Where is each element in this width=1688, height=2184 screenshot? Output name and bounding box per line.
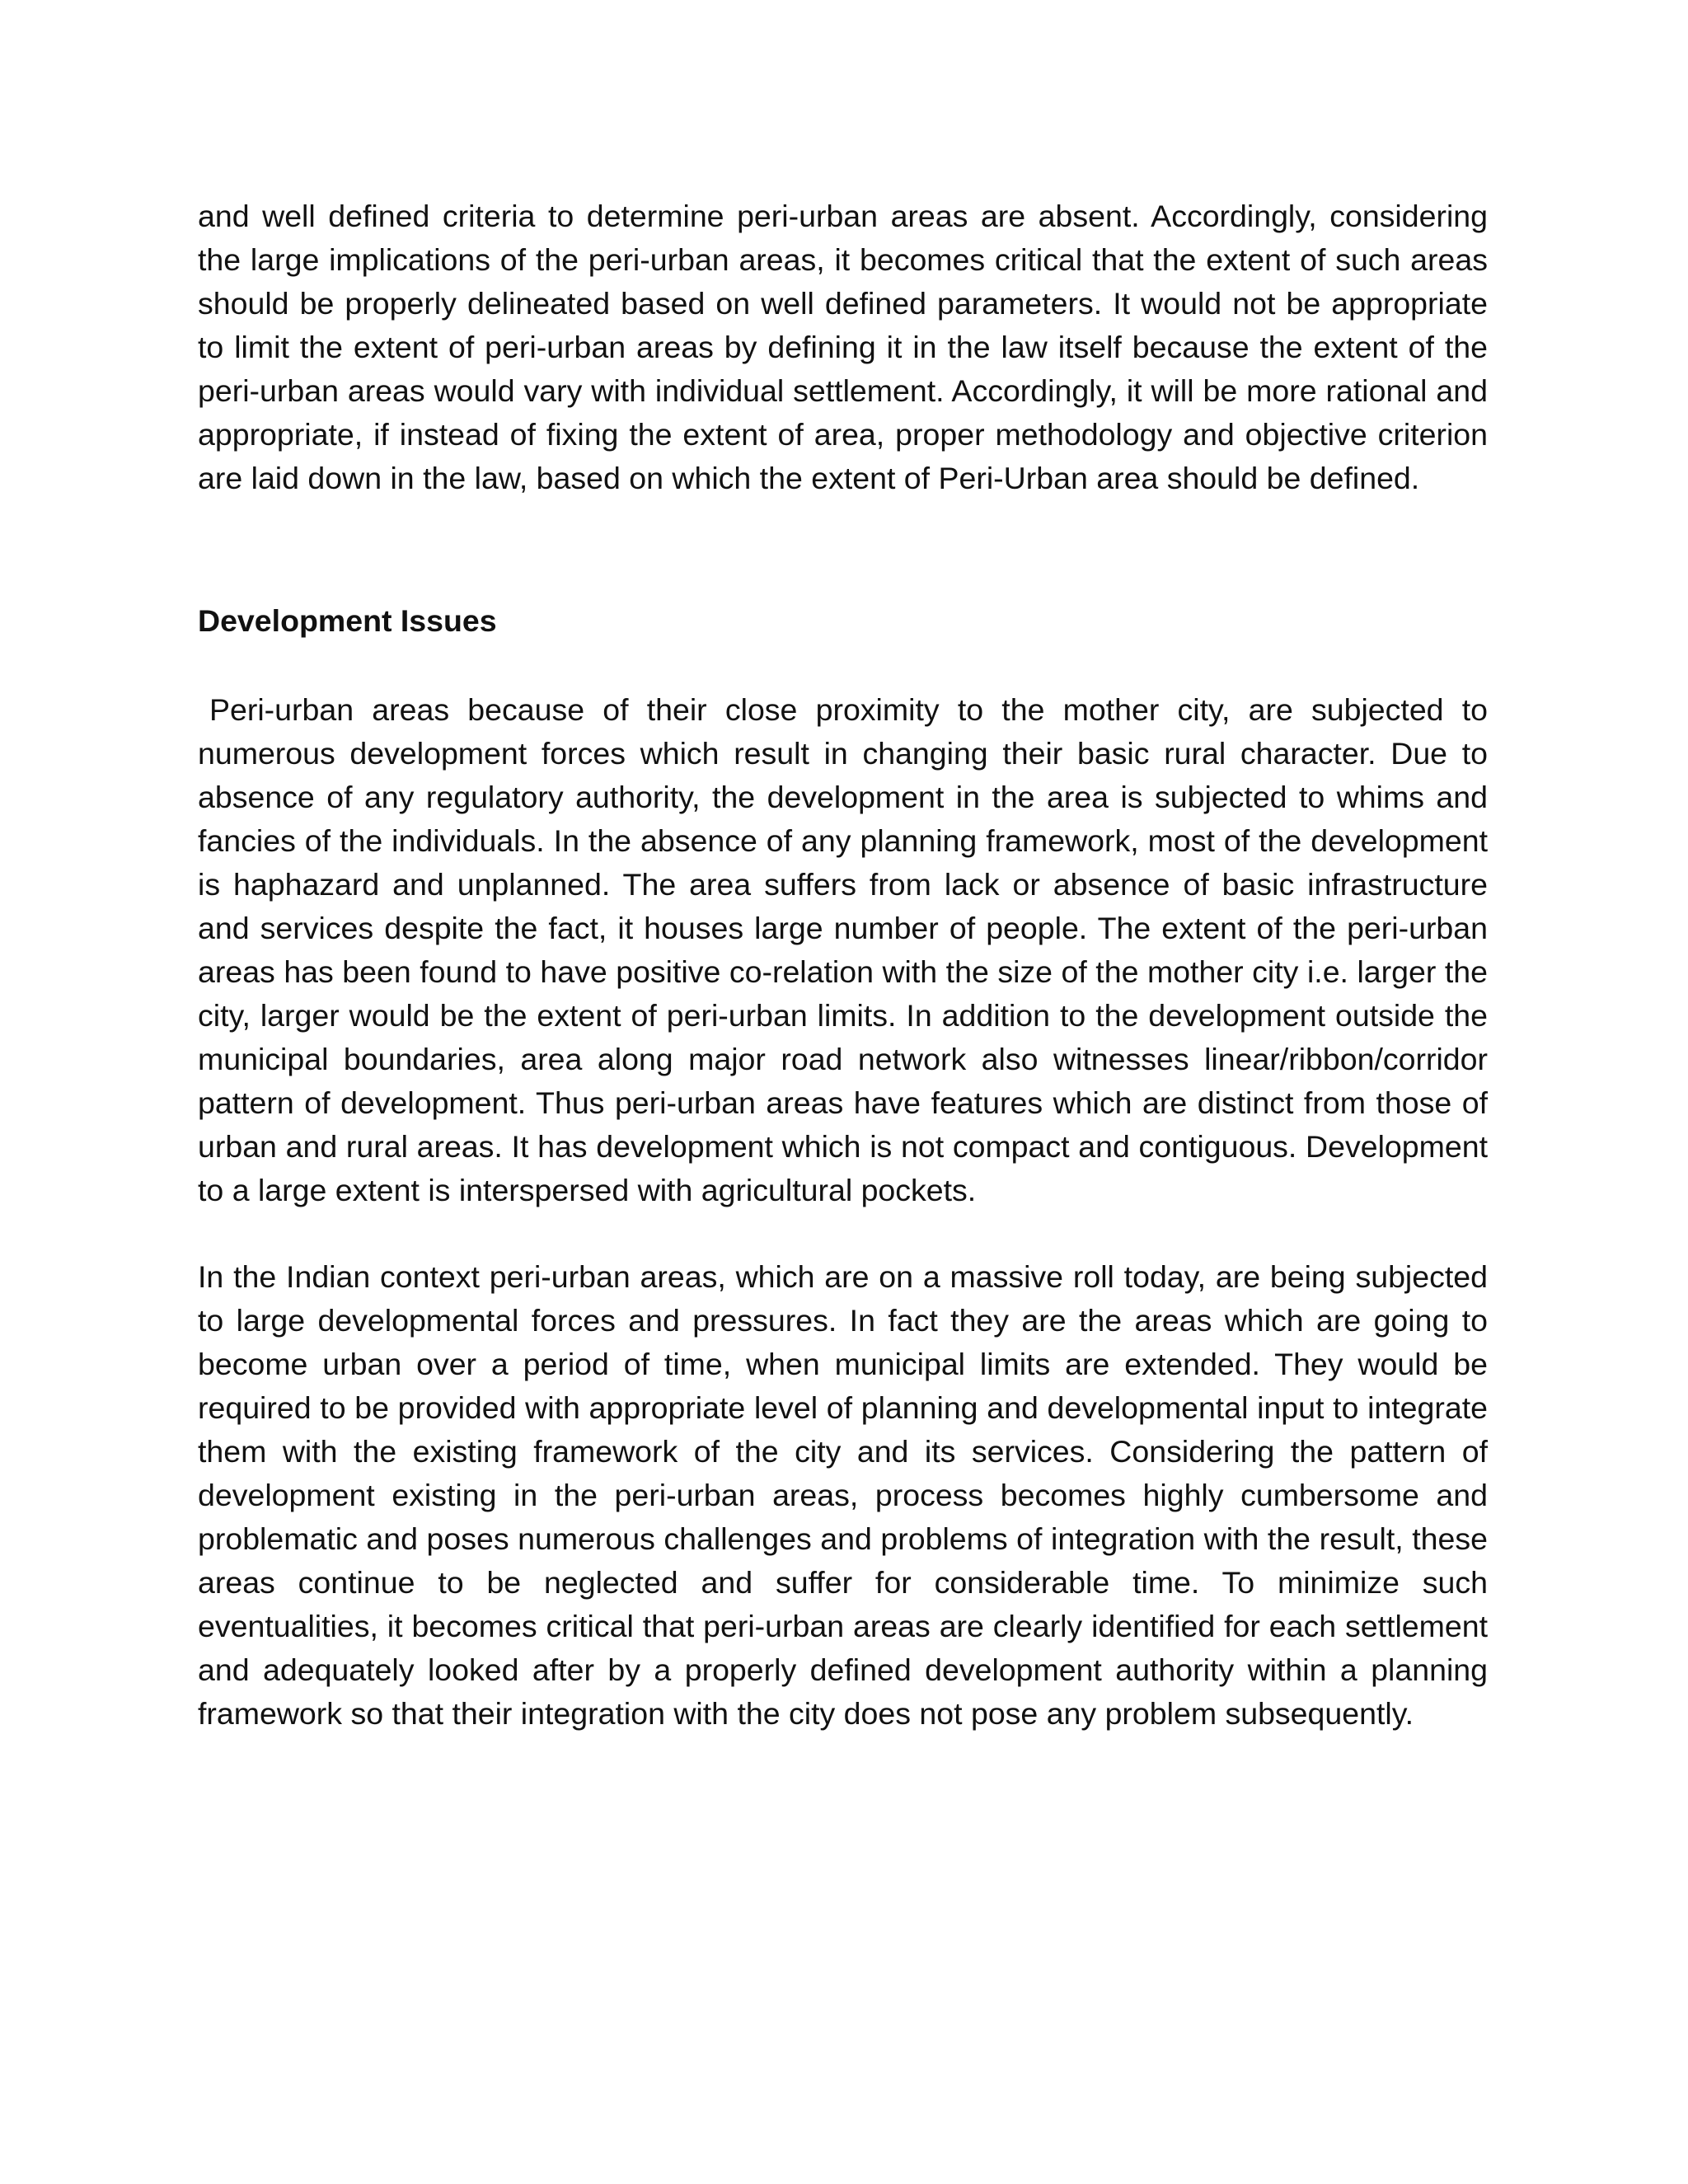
paragraph-development-issues: Peri-urban areas because of their close proximity to the mother city, are subjected to numerous development forces which result in changing their basic rural character. Due to absence of any regulatory authority, the development in the area is subjected to whims and fancies of the individuals. In the absence of any planning framework, most of the development is haphazard and unplanned. The area suffers from lack or absence of basic infrastructure and services despite the fact, it houses large number of people. The extent of the peri-urban areas has been found to have positive co-relation with the size of the mother city i.e. larger the city, larger would be the extent of peri-urban limits. In addition to the development outside the municipal boundaries, area along major road network also witnesses linear/ribbon/corridor pattern of development. Thus peri-urban areas have features which are distinct from those of urban and rural areas. It has development which is not compact and contiguous. Development to a large extent is interspersed with agricultural pockets. xyxy=(198,692,1488,1207)
section-heading: Development Issues xyxy=(198,603,497,638)
document-page xyxy=(198,194,1488,1736)
paragraph-intro: and well defined criteria to determine peri-urban areas are absent. Accordingly, considering the large implications of the peri-urban areas, it becomes critical that the extent of such areas should be properly delineated based on well defined parameters. It would not be appropriate to limit the extent of peri-urban areas by defining it in the law itself because the extent of the peri-urban areas would vary with individual settlement. Accordingly, it will be more rational and appropriate, if instead of fixing the extent of area, proper methodology and objective criterion are laid down in the law, based on which the extent of Peri-Urban area should be defined. xyxy=(198,199,1488,495)
paragraph-indian-context: In the Indian context peri-urban areas, which are on a massive roll today, are being subjected to large developmental forces and pressures. In fact they are the areas which are going to become urban over a period of time, when municipal limits are extended. They would be required to be provided with appropriate level of planning and developmental input to integrate them with the existing framework of the city and its services. Considering the pattern of development existing in the peri-urban areas, process becomes highly cumbersome and problematic and poses numerous challenges and problems of integration with the result, these areas continue to be neglected and suffer for considerable time. To minimize such eventualities, it becomes critical that peri-urban areas are clearly identified for each settlement and adequately looked after by a properly defined development authority within a planning framework so that their integration with the city does not pose any problem subsequently. xyxy=(198,1259,1488,1731)
